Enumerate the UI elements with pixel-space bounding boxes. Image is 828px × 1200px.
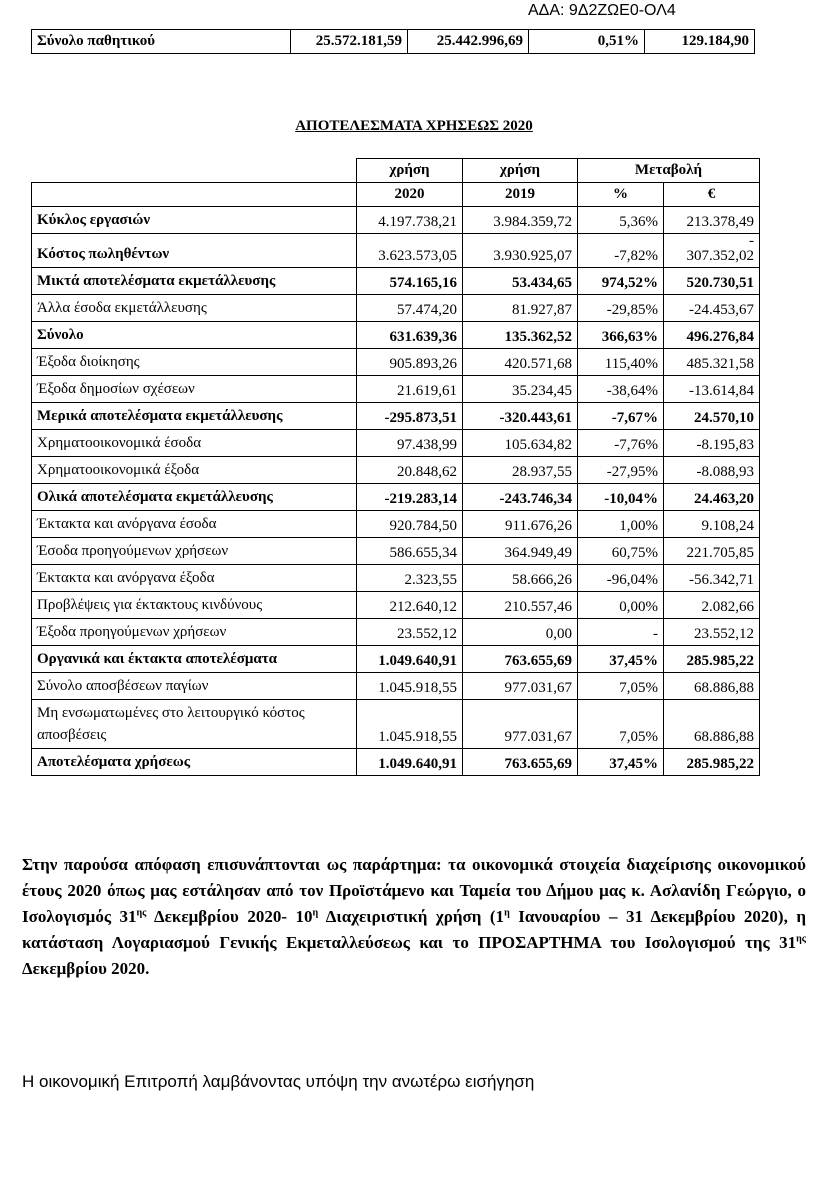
superscript: ης [796,933,806,945]
table-row [32,295,760,322]
change-pct: 974,52% [578,268,664,295]
liabilities-total-eur: 129.184,90 [645,30,755,54]
header-eur: € [664,183,760,207]
change-eur-sign: - [749,233,754,249]
change-pct: 5,36% [578,207,664,234]
change-eur: 285.985,22 [664,646,760,673]
row-label: Σύνολο αποσβέσεων παγίων [32,673,357,700]
change-eur: 24.570,10 [664,403,760,430]
value-2019: 53.434,65 [463,268,578,295]
value-2019: 977.031,67 [463,673,578,700]
value-2020: 2.323,55 [357,565,463,592]
value-2020: 1.045.918,55 [357,700,463,749]
paragraph-text: Διαχειριστική χρήση (1 [318,907,505,926]
table-row [32,207,760,234]
table-row [32,538,760,565]
change-eur: -24.453,67 [664,295,760,322]
table-row [32,457,760,484]
value-2019: 35.234,45 [463,376,578,403]
table-row [32,268,760,295]
value-2019: -243.746,34 [463,484,578,511]
liabilities-total-pct: 0,51% [529,30,645,54]
liabilities-total-2020: 25.572.181,59 [291,30,408,54]
change-pct: -7,76% [578,430,664,457]
change-eur: 2.082,66 [664,592,760,619]
change-eur: 221.705,85 [664,538,760,565]
row-label: Σύνολο [32,322,357,349]
value-2019: 210.557,46 [463,592,578,619]
blank-header-cell [32,159,357,183]
value-2019: 81.927,87 [463,295,578,322]
change-eur: -56.342,71 [664,565,760,592]
ada-code: ΑΔΑ: 9Δ2ΖΩΕ0-ΟΛ4 [528,2,676,19]
table-row [32,511,760,538]
header-year2: 2019 [463,183,578,207]
value-2020: 1.045.918,55 [357,673,463,700]
change-pct: -7,82% [578,234,664,268]
row-label: Ολικά αποτελέσματα εκμετάλλευσης [32,484,357,511]
table-row [32,700,760,749]
superscript: η [312,907,319,919]
paragraph-text: Στην παρούσα απόφαση επισυνάπτονται ως παράρτημα: τα οικονομικά στοιχεία διαχείρισης οικονομικού έτους 2020 όπως μας εστάλησαν από τον Προϊστάμενο και Ταμεία του Δήμου μας κ. Ασλανίδη Γεώργιο, ο Ισολογισμός 31 [22,855,806,926]
row-label: Έξοδα δημοσίων σχέσεων [32,376,357,403]
change-eur: -8.088,93 [664,457,760,484]
attachment-paragraph [22,852,806,982]
paragraph-text: Δεκεμβρίου 2020. [22,959,150,978]
row-label: Κύκλος εργασιών [32,207,357,234]
blank-header-cell [32,183,357,207]
change-pct: - [578,619,664,646]
change-pct: -7,67% [578,403,664,430]
liabilities-total-label: Σύνολο παθητικού [32,30,291,54]
row-label: Έσοδα προηγούμενων χρήσεων [32,538,357,565]
header-pct: % [578,183,664,207]
change-pct: 366,63% [578,322,664,349]
value-2019: 105.634,82 [463,430,578,457]
row-label: Έκτακτα και ανόργανα έξοδα [32,565,357,592]
value-2020: 920.784,50 [357,511,463,538]
row-label: Μερικά αποτελέσματα εκμετάλλευσης [32,403,357,430]
value-2020: 905.893,26 [357,349,463,376]
row-label: Έξοδα προηγούμενων χρήσεων [32,619,357,646]
change-pct: -96,04% [578,565,664,592]
change-eur: 9.108,24 [664,511,760,538]
value-2020: 3.623.573,05 [357,234,463,268]
row-label: Χρηματοοικονομικά έξοδα [32,457,357,484]
paragraph-text: Ιανουαρίου – 31 Δεκεμβρίου 2020), η κατάσταση Λογαριασμού Γενικής Εκμεταλλεύσεως και το ΠΡΟΣΑΡΤΗΜΑ του Ισολογισμού της 31 [22,907,806,952]
change-eur-cell [664,234,760,268]
superscript: ης [136,907,147,919]
row-label: Χρηματοοικονομικά έσοδα [32,430,357,457]
change-pct: 60,75% [578,538,664,565]
value-2019: 28.937,55 [463,457,578,484]
change-pct: 37,45% [578,646,664,673]
table-row [32,376,760,403]
value-2019: 763.655,69 [463,646,578,673]
row-label: Αποτελέσματα χρήσεως [32,749,357,776]
change-pct: -38,64% [578,376,664,403]
table-row [32,484,760,511]
value-2020: 1.049.640,91 [357,749,463,776]
value-2019: 3.930.925,07 [463,234,578,268]
superscript: η [504,907,510,919]
value-2020: 574.165,16 [357,268,463,295]
results-title: ΑΠΟΤΕΛΕΣΜΑΤΑ ΧΡΗΣΕΩΣ 2020 [295,118,533,134]
value-2019: 763.655,69 [463,749,578,776]
results-table [31,158,760,776]
change-pct: 1,00% [578,511,664,538]
header-row [32,183,760,207]
header-year1: 2020 [357,183,463,207]
change-eur: -13.614,84 [664,376,760,403]
header-change: Μεταβολή [578,159,760,183]
change-pct: 0,00% [578,592,664,619]
header-row [32,159,760,183]
table-row [32,749,760,776]
header-year1-top: χρήση [357,159,463,183]
row-label: Άλλα έσοδα εκμετάλλευσης [32,295,357,322]
value-2019: -320.443,61 [463,403,578,430]
value-2020: 57.474,20 [357,295,463,322]
value-2019: 364.949,49 [463,538,578,565]
liabilities-total-2019: 25.442.996,69 [408,30,529,54]
value-2020: 20.848,62 [357,457,463,484]
closing-statement: Η οικονομική Επιτροπή λαμβάνοντας υπόψη την ανωτέρω εισήγηση [22,1072,535,1091]
value-2019: 3.984.359,72 [463,207,578,234]
table-row [32,565,760,592]
change-eur: -8.195,83 [664,430,760,457]
change-eur: 485.321,58 [664,349,760,376]
table-row [32,673,760,700]
table-row [32,403,760,430]
value-2020: 23.552,12 [357,619,463,646]
change-eur: 68.886,88 [664,700,760,749]
value-2020: 4.197.738,21 [357,207,463,234]
row-label: Οργανικά και έκτακτα αποτελέσματα [32,646,357,673]
value-2019: 0,00 [463,619,578,646]
change-pct: 7,05% [578,700,664,749]
liabilities-total-table [31,29,755,54]
row-label: Μικτά αποτελέσματα εκμετάλλευσης [32,268,357,295]
value-2020: -295.873,51 [357,403,463,430]
table-row [32,234,760,268]
value-2019: 135.362,52 [463,322,578,349]
change-eur: 68.886,88 [664,673,760,700]
row-label: Έξοδα διοίκησης [32,349,357,376]
row-label: Κόστος πωληθέντων [32,234,357,268]
table-row [32,322,760,349]
change-eur: 285.985,22 [664,749,760,776]
table-row [32,619,760,646]
paragraph-text: Δεκεμβρίου 2020- 10 [146,907,313,926]
row-label: Προβλέψεις για έκτακτους κινδύνους [32,592,357,619]
value-2020: 1.049.640,91 [357,646,463,673]
change-eur: 213.378,49 [664,207,760,234]
table-row [32,30,755,54]
change-eur: 520.730,51 [664,268,760,295]
value-2019: 58.666,26 [463,565,578,592]
table-row [32,592,760,619]
change-pct: -27,95% [578,457,664,484]
value-2020: 586.655,34 [357,538,463,565]
header-year2-top: χρήση [463,159,578,183]
value-2020: 631.639,36 [357,322,463,349]
value-2020: 21.619,61 [357,376,463,403]
change-pct: 115,40% [578,349,664,376]
table-row [32,430,760,457]
table-row [32,646,760,673]
value-2019: 420.571,68 [463,349,578,376]
value-2019: 911.676,26 [463,511,578,538]
change-pct: 7,05% [578,673,664,700]
value-2020: 97.438,99 [357,430,463,457]
change-eur: 307.352,02 [686,248,754,264]
value-2019: 977.031,67 [463,700,578,749]
change-pct: 37,45% [578,749,664,776]
change-pct: -29,85% [578,295,664,322]
row-label: Έκτακτα και ανόργανα έσοδα [32,511,357,538]
value-2020: 212.640,12 [357,592,463,619]
value-2020: -219.283,14 [357,484,463,511]
table-row [32,349,760,376]
change-eur: 23.552,12 [664,619,760,646]
change-eur: 24.463,20 [664,484,760,511]
change-pct: -10,04% [578,484,664,511]
change-eur: 496.276,84 [664,322,760,349]
results-body [32,207,760,776]
row-label: Μη ενσωματωμένες στο λειτουργικό κόστος αποσβέσεις [32,700,357,749]
